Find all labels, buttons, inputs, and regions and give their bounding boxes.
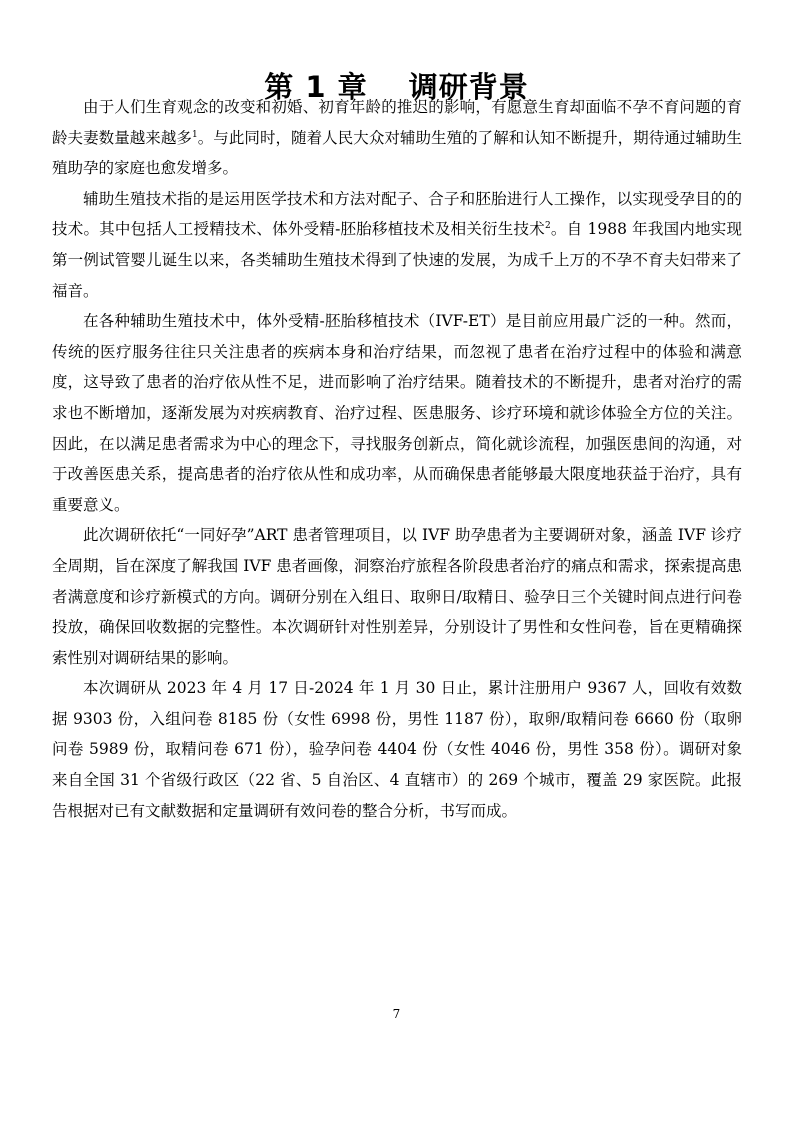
footnote-ref-1[interactable]: 1 <box>191 129 198 140</box>
paragraph-text: 。自 1988 年我国内地实现第一例试管婴儿诞生以来，各类辅助生殖技术得到了快速的发展，为成千上万的不孕不育夫妇带来了福音。 <box>52 220 742 300</box>
page-number: 7 <box>392 1007 401 1021</box>
paragraph-text: 由于人们生育观念的改变和初婚、初育年龄的推迟的影响，有愿意生育却面临不孕不育问题的育龄夫妻数量越来越多 <box>52 98 742 147</box>
footnote-ref-2[interactable]: 2 <box>544 221 551 232</box>
body-text <box>52 92 742 826</box>
paragraph-4 <box>52 520 742 673</box>
paragraph-text: 辅助生殖技术指的是运用医学技术和方法对配子、合子和胚胎进行人工操作，以实现受孕目的的技术。其中包括人工授精技术、体外受精-胚胎移植技术及相关衍生技术 <box>52 189 742 239</box>
paragraph-text: 。与此同时，随着人民大众对辅助生殖的了解和认知不断提升，期待通过辅助生殖助孕的家庭也愈发增多。 <box>52 128 742 178</box>
paragraph-5 <box>52 673 742 826</box>
paragraph-text: 本次调研从 2023 年 4 月 17 日-2024 年 1 月 30 日止，累计注册用户 9367 人，回收有效数据 9303 份，入组问卷 8185 份（女性 6998 份，男性 1187 份），取卵/取精问卷 6660 份（取卵问卷 5989 份，取精问卷 671 份），验孕问卷 4404 份（女性 4046 份，男性 358 份）。调研对象来自全国 31 个省级行政区（22 省、5 自治区、4 直辖市）的 269 个城市，覆盖 29 家医院。此报告根据对已有文献数据和定量调研有效问卷的整合分析，书写而成。 <box>52 679 742 820</box>
paragraph-text: 在各种辅助生殖技术中，体外受精-胚胎移植技术（IVF-ET）是目前应用最广泛的一种。然而，传统的医疗服务往往只关注患者的疾病本身和治疗结果，而忽视了患者在治疗过程中的体验和满意度，这导致了患者的治疗依从性不足，进而影响了治疗结果。随着技术的不断提升，患者对治疗的需求也不断增加，逐渐发展为对疾病教育、治疗过程、医患服务、诊疗环境和就诊体验全方位的关注。因此，在以满足患者需求为中心的理念下，寻找服务创新点，简化就诊流程，加强医患间的沟通，对于改善医患关系，提高患者的治疗依从性和成功率，从而确保患者能够最大限度地获益于治疗，具有重要意义。 <box>52 312 742 514</box>
paragraph-1 <box>52 92 742 184</box>
paragraph-3 <box>52 306 742 520</box>
paragraph-text: 此次调研依托“一同好孕”ART 患者管理项目，以 IVF 助孕患者为主要调研对象，涵盖 IVF 诊疗全周期，旨在深度了解我国 IVF 患者画像，洞察治疗旅程各阶段患者治疗的痛点和需求，探索提高患者满意度和诊疗新模式的方向。调研分别在入组日、取卵日/取精日、验孕日三个关键时间点进行问卷投放，确保回收数据的完整性。本次调研针对性别差异，分别设计了男性和女性问卷，旨在更精确探索性别对调研结果的影响。 <box>52 526 742 667</box>
chapter-title: 第 1 章 调研背景 <box>264 70 529 105</box>
paragraph-2 <box>52 184 742 306</box>
